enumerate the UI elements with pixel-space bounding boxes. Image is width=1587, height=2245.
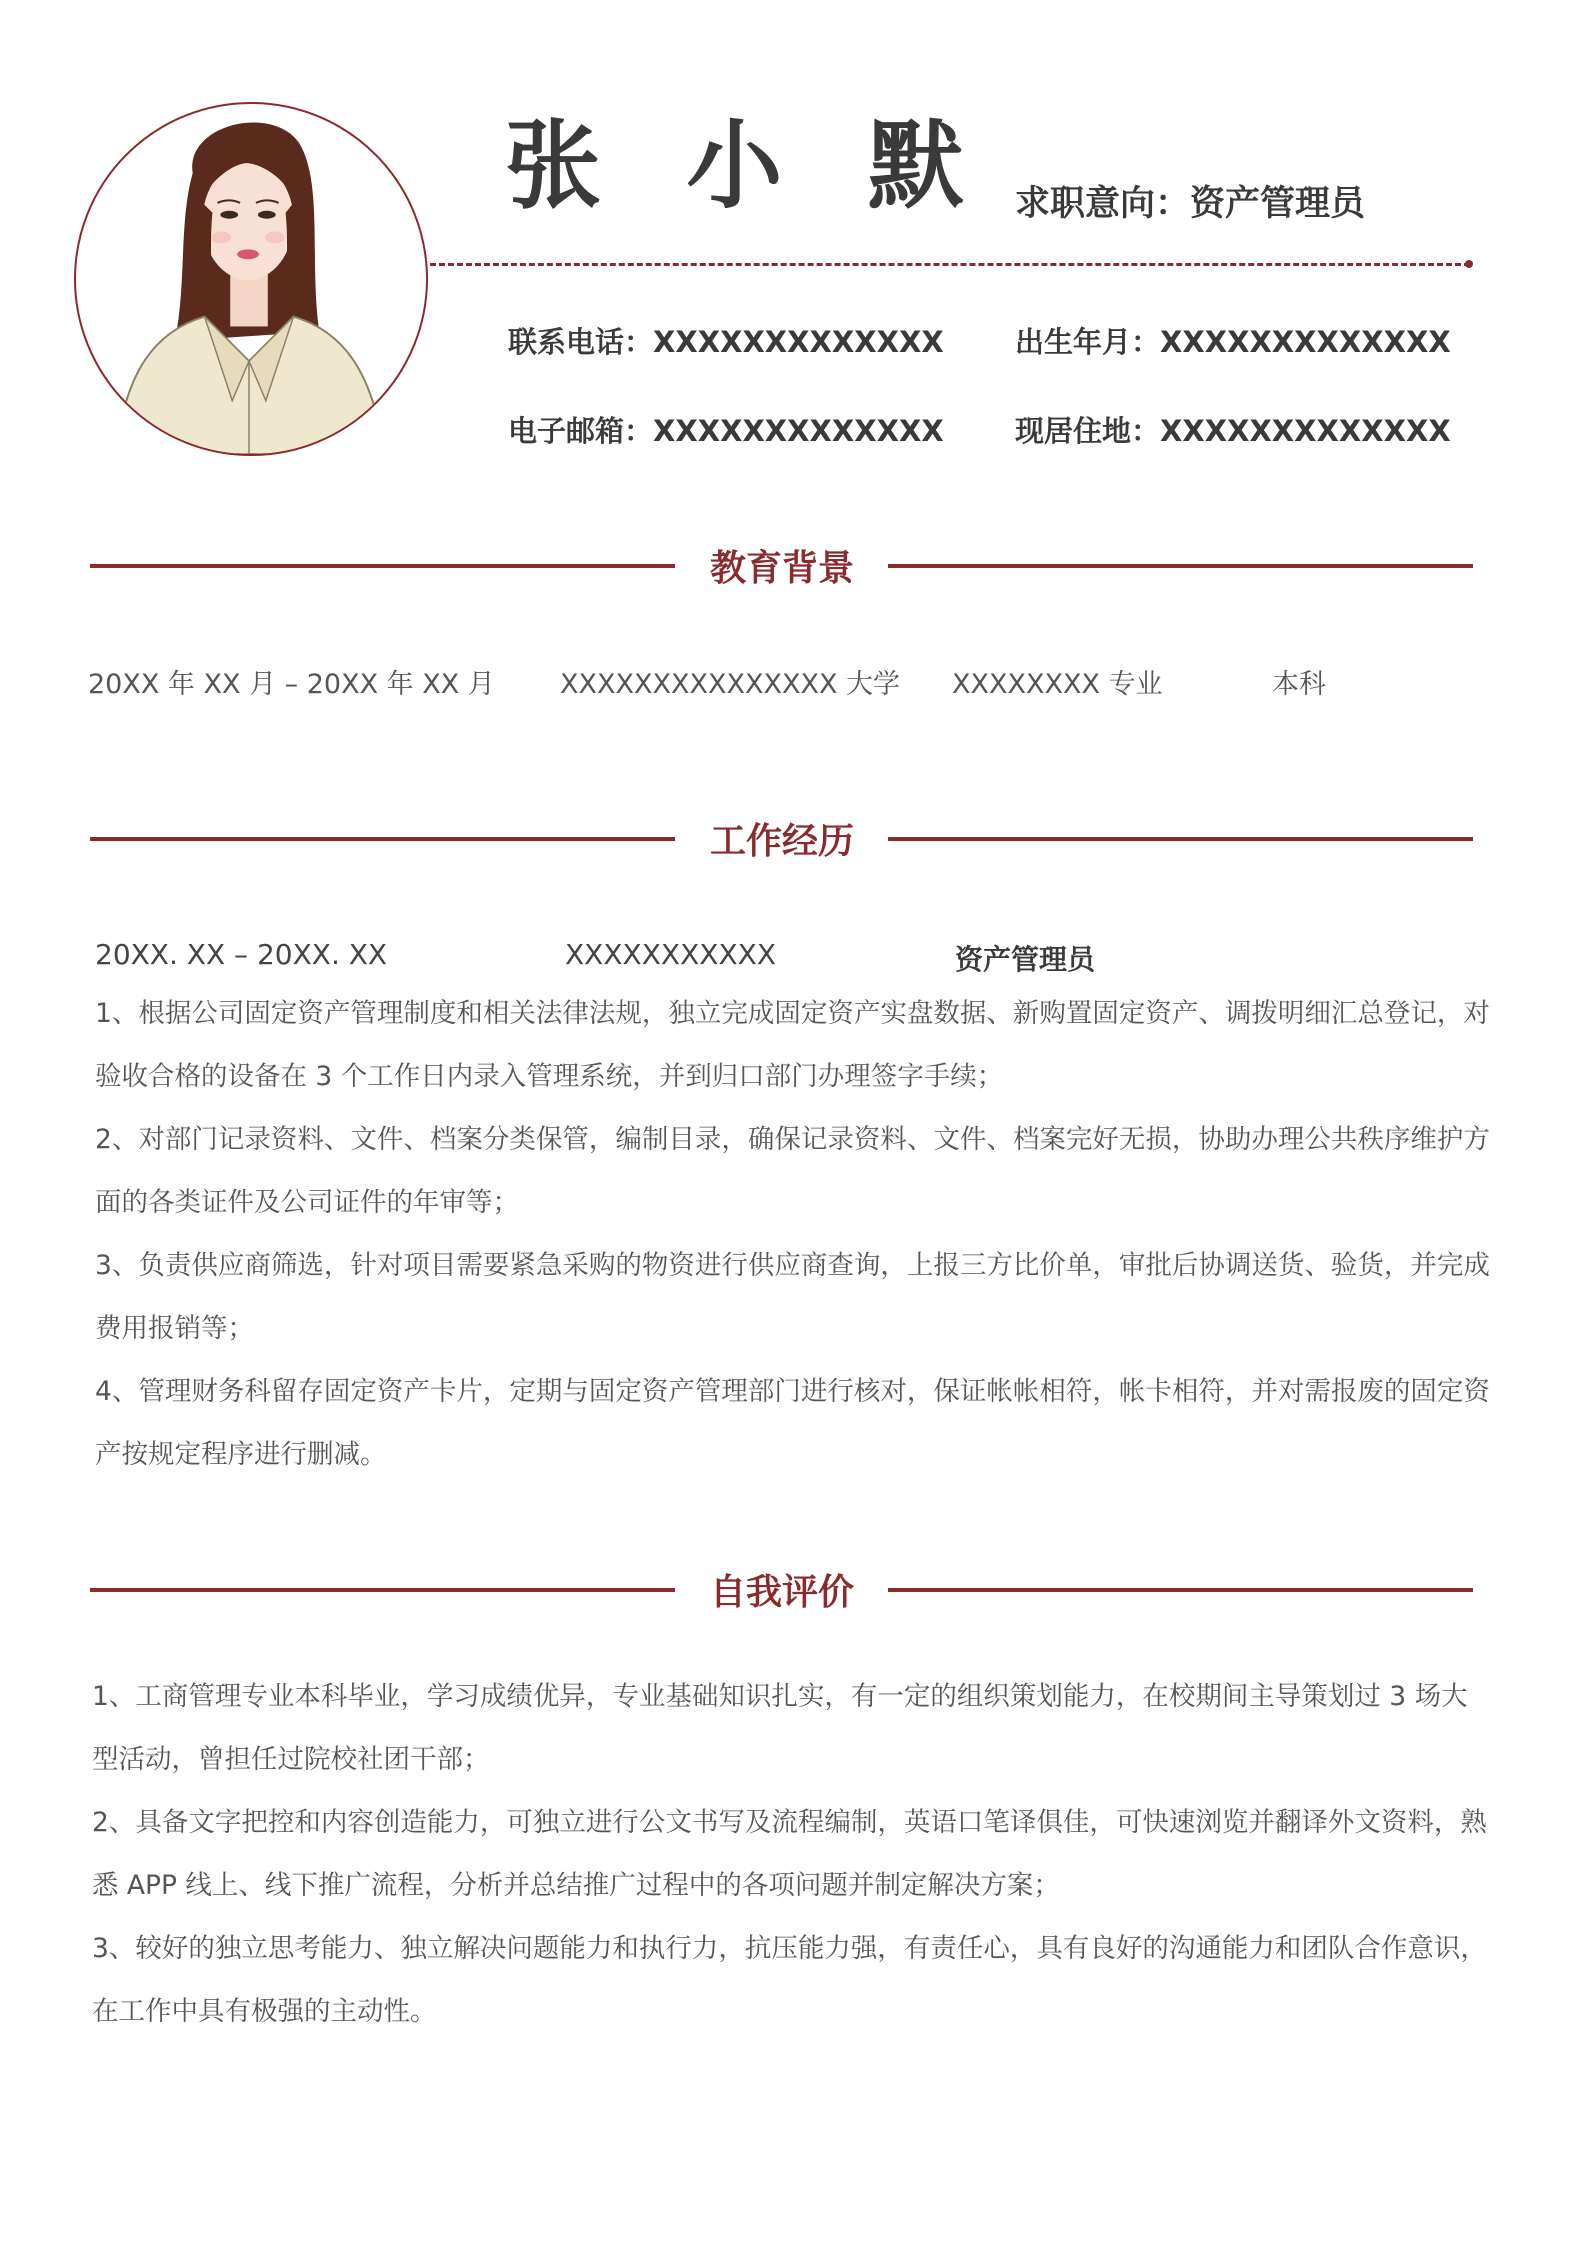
section-line-right [888, 564, 1473, 568]
section-line-right [888, 1588, 1473, 1592]
education-degree: 本科 [1272, 669, 1326, 700]
work-duty-item: 4、管理财务科留存固定资产卡片，定期与固定资产管理部门进行核对，保证帐帐相符，帐卡相符，并对需报废的固定资产按规定程序进行删减。 [95, 1376, 1490, 1470]
education-period: 20XX 年 XX 月 – 20XX 年 XX 月 [88, 669, 495, 700]
work-title: 工作经历 [709, 821, 854, 862]
profile-photo [74, 102, 428, 456]
job-company: XXXXXXXXXXX [565, 938, 776, 971]
section-line-right [888, 837, 1473, 841]
work-duty-item: 2、对部门记录资料、文件、档案分类保管，编制目录，确保记录资料、文件、档案完好无损，协助办理公共秩序维护方面的各类证件及公司证件的年审等； [95, 1124, 1490, 1218]
birth-info [1015, 320, 1451, 361]
birth-value: XXXXXXXXXXXXX [1160, 325, 1451, 359]
job-intent [1015, 176, 1365, 226]
self-eval-list [92, 1665, 1492, 2043]
candidate-name: 张 小 默 [505, 110, 990, 222]
education-school: XXXXXXXXXXXXXXX 大学 [560, 669, 901, 700]
divider-dot [1465, 260, 1473, 268]
birth-label: 出生年月： [1015, 325, 1161, 359]
self-eval-item: 3、较好的独立思考能力、独立解决问题能力和执行力，抗压能力强，有责任心，具有良好的沟通能力和团队合作意识，在工作中具有极强的主动性。 [92, 1933, 1487, 2027]
job-intent-label: 求职意向： [1015, 184, 1191, 224]
header-divider [430, 263, 1470, 266]
self-eval-item: 2、具备文字把控和内容创造能力，可独立进行公文书写及流程编制，英语口笔译俱佳，可快速浏览并翻译外文资料，熟悉 APP 线上、线下推广流程，分析并总结推广过程中的各项问题并制定解决方案； [92, 1807, 1487, 1901]
phone-label: 联系电话： [508, 325, 654, 359]
email-label: 电子邮箱： [508, 414, 654, 448]
job-period: 20XX. XX – 20XX. XX [95, 938, 388, 971]
phone-info [508, 320, 944, 361]
work-duty-list [95, 982, 1495, 1486]
education-major: XXXXXXXX 专业 [952, 669, 1163, 700]
address-label: 现居住地： [1015, 414, 1161, 448]
email-value: XXXXXXXXXXXXX [653, 414, 944, 448]
job-position: 资产管理员 [955, 943, 1096, 976]
self-eval-item: 1、工商管理专业本科毕业，学习成绩优异，专业基础知识扎实，有一定的组织策划能力，在校期间主导策划过 3 场大型活动，曾担任过院校社团干部； [92, 1681, 1468, 1775]
education-title: 教育背景 [709, 548, 854, 589]
work-duty-item: 1、根据公司固定资产管理制度和相关法律法规，独立完成固定资产实盘数据、新购置固定资产、调拨明细汇总登记，对验收合格的设备在 3 个工作日内录入管理系统，并到归口部门办理签字手续； [95, 998, 1490, 1092]
section-line-left [90, 837, 675, 841]
address-value: XXXXXXXXXXXXX [1160, 414, 1451, 448]
job-intent-value: 资产管理员 [1190, 184, 1366, 224]
work-duty-item: 3、负责供应商筛选，针对项目需要紧急采购的物资进行供应商查询，上报三方比价单，审批后协调送货、验货，并完成费用报销等； [95, 1250, 1490, 1344]
email-info [508, 409, 944, 450]
self-eval-title: 自我评价 [709, 1572, 854, 1613]
phone-value: XXXXXXXXXXXXX [653, 325, 944, 359]
address-info [1015, 409, 1451, 450]
section-line-left [90, 1588, 675, 1592]
section-line-left [90, 564, 675, 568]
